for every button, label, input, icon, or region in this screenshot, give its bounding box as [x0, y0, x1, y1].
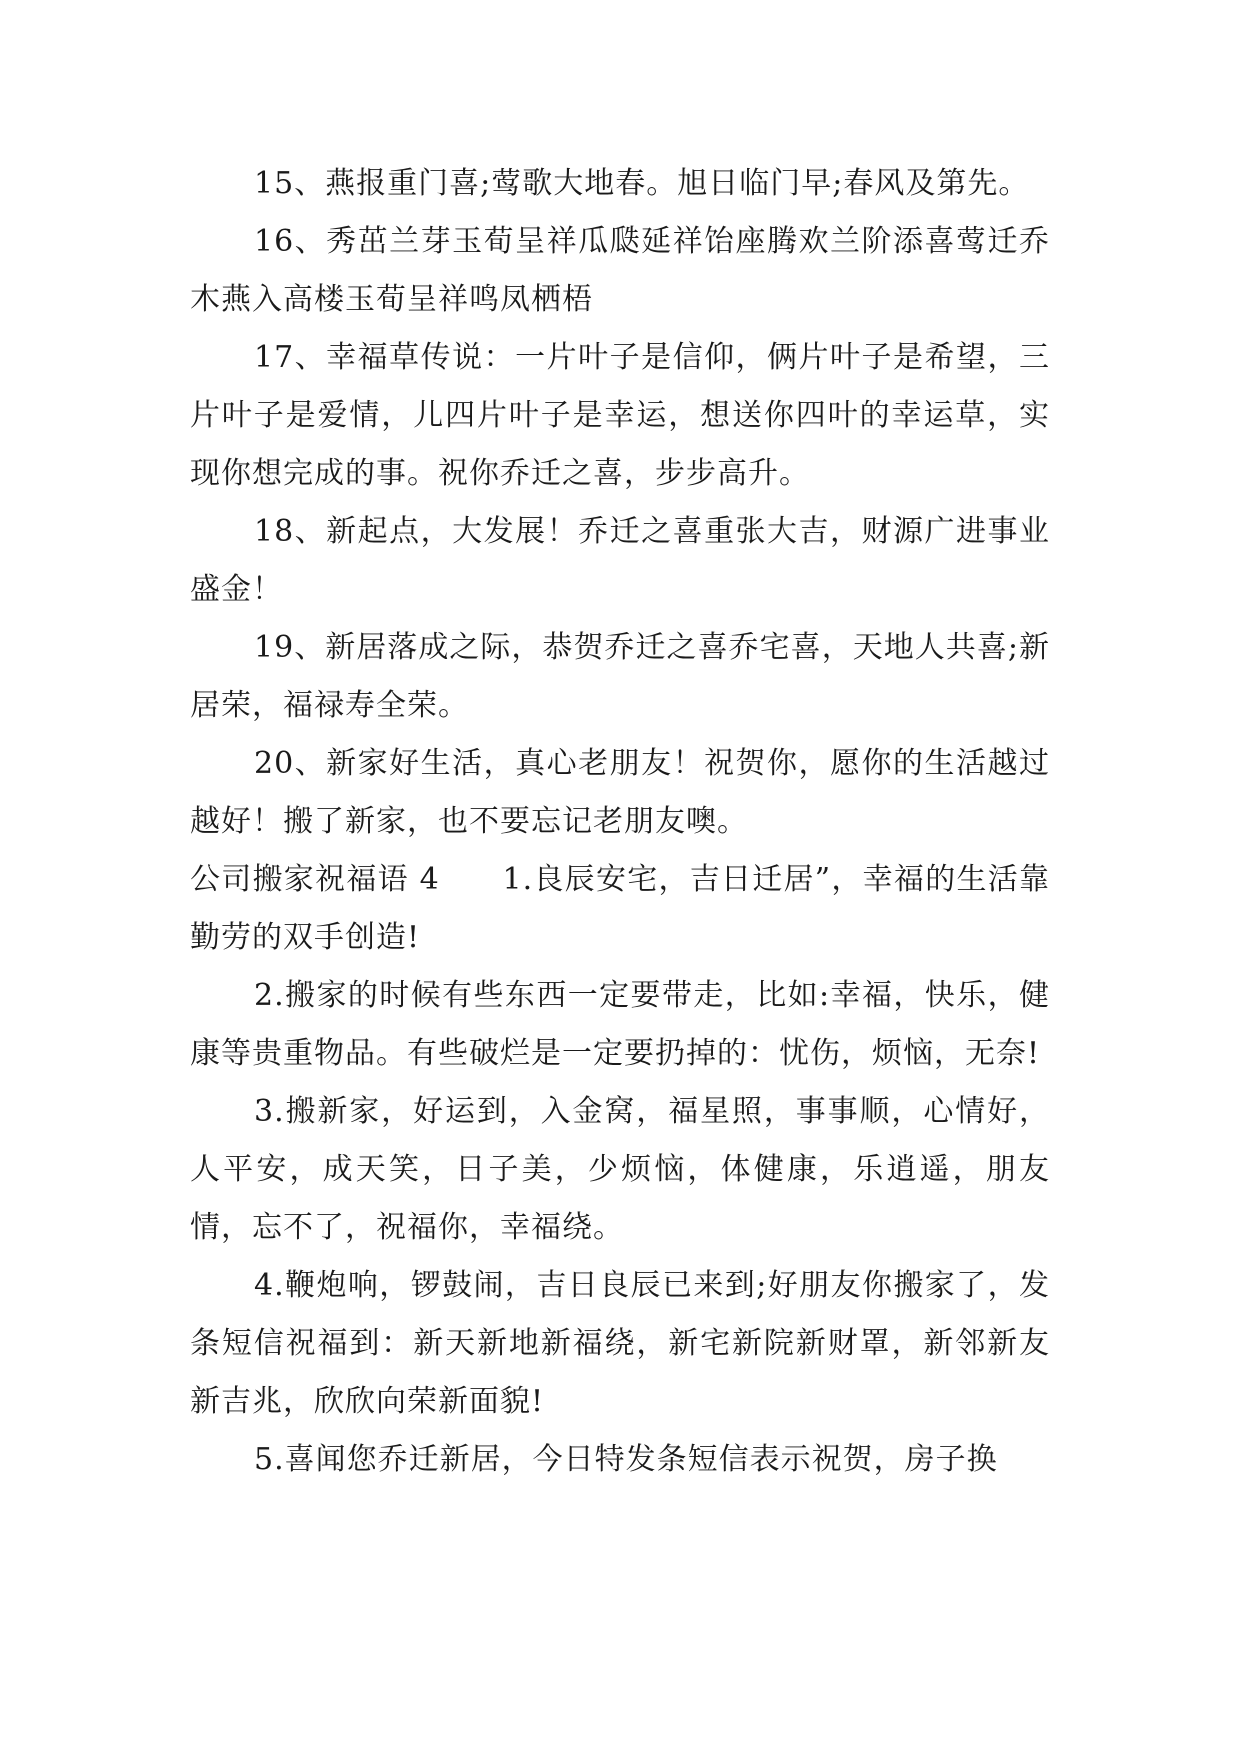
document-body: [190, 155, 1050, 1489]
paragraph-item-2: 2.搬家的时候有些东西一定要带走，比如:幸福，快乐，健康等贵重物品。有些破烂是一定要扔掉的：忧伤，烦恼，无奈!: [190, 978, 1050, 1071]
paragraph-15: 15、燕报重门喜;莺歌大地春。旭日临门早;春风及第先。: [254, 166, 1030, 201]
paragraph-16: 16、秀茁兰芽玉荀呈祥瓜瓞延祥饴座腾欢兰阶添喜莺迁乔木燕入高楼玉荀呈祥鸣凤栖梧: [190, 224, 1050, 317]
paragraph-19: 19、新居落成之际，恭贺乔迁之喜乔宅喜，天地人共喜;新居荣，福禄寿全荣。: [190, 630, 1050, 723]
section-heading-paragraph: 公司搬家祝福语 4 1.良辰安宅，吉日迁居”，幸福的生活靠勤劳的双手创造!: [190, 862, 1050, 955]
paragraph-item-4: 4.鞭炮响，锣鼓闹，吉日良辰已来到;好朋友你搬家了，发条短信祝福到：新天新地新福绕，新宅新院新财罩，新邻新友新吉兆，欣欣向荣新面貌!: [190, 1268, 1050, 1419]
paragraph-item-5: 5.喜闻您乔迁新居，今日特发条短信表示祝贺，房子换: [254, 1442, 998, 1477]
paragraph-17: 17、幸福草传说：一片叶子是信仰，俩片叶子是希望，三片叶子是爱情，儿四片叶子是幸运，想送你四叶的幸运草，实现你想完成的事。祝你乔迁之喜，步步高升。: [190, 340, 1050, 491]
paragraph-20: 20、新家好生活，真心老朋友！祝贺你，愿你的生活越过越好！搬了新家，也不要忘记老朋友噢。: [190, 746, 1050, 839]
paragraph-item-3: 3.搬新家，好运到，入金窝，福星照，事事顺，心情好，人平安，成天笑，日子美，少烦恼，体健康，乐逍遥，朋友情，忘不了，祝福你，幸福绕。: [190, 1094, 1050, 1245]
paragraph-18: 18、新起点，大发展！乔迁之喜重张大吉，财源广进事业盛金！: [190, 514, 1050, 607]
